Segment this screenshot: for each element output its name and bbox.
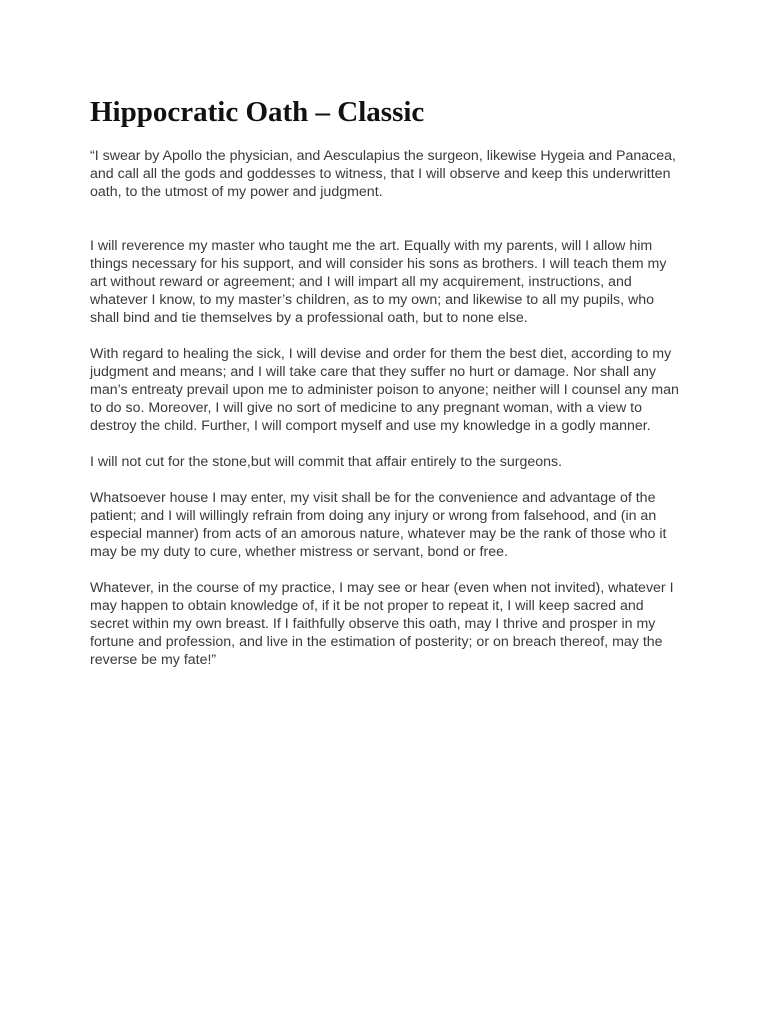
oath-paragraph-house: Whatsoever house I may enter, my visit shall be for the convenience and advantage of the patient; and I will willingly refrain from doing any injury or wrong from falsehood, and (in an especial manner) from acts of an amorous nature, whatever may be the rank of those who it may be my duty to cure, whether mistress or servant, bond or free. (90, 490, 667, 560)
document-title: Hippocratic Oath – Classic (90, 96, 425, 128)
oath-paragraph-teachers: I will reverence my master who taught me the art. Equally with my parents, will I allow him things necessary for his support, and will consider his sons as brothers. I will teach them my art without reward or agreement; and I will impart all my acquirement, instructions, and whatever I know, to my master’s children, as to my own; and likewise to all my pupils, who shall bind and tie themselves by a professional oath, but to none else. (90, 238, 667, 326)
oath-paragraph-invocation: “I swear by Apollo the physician, and Aesculapius the surgeon, likewise Hygeia and Panacea, and call all the gods and goddesses to witness, that I will observe and keep this underwritten oath, to the utmost of my power and judgment. (90, 148, 676, 200)
oath-paragraph-secrecy: Whatever, in the course of my practice, I may see or hear (even when not invited), whatever I may happen to obtain knowledge of, if it be not proper to repeat it, I will keep sacred and secret within my own breast. If I faithfully observe this oath, may I thrive and prosper in my fortune and profession, and live in the estimation of posterity; or on breach thereof, may the reverse be my fate!” (90, 580, 674, 668)
oath-paragraph-stone: I will not cut for the stone,but will commit that affair entirely to the surgeons. (90, 454, 563, 470)
oath-paragraph-healing: With regard to healing the sick, I will devise and order for them the best diet, according to my judgment and means; and I will take care that they suffer no hurt or damage. Nor shall any man’s entreaty prevail upon me to administer poison to anyone; neither will I counsel any man to do so. Moreover, I will give no sort of medicine to any pregnant woman, with a view to destroy the child. Further, I will comport myself and use my knowledge in a godly manner. (90, 346, 679, 434)
document-content (90, 94, 680, 669)
